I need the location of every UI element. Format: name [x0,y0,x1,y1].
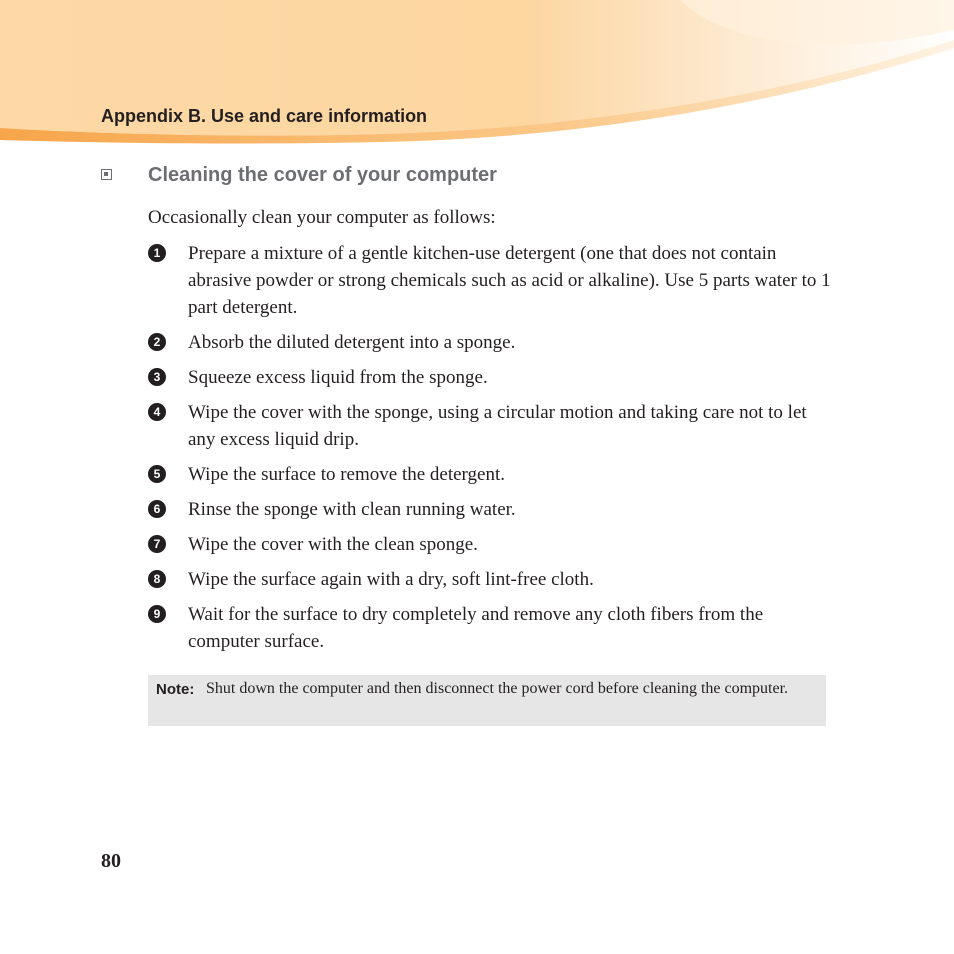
step-text: Squeeze excess liquid from the sponge. [188,367,488,388]
page-number: 80 [101,850,121,872]
step-number-7-icon: 7 [148,535,166,553]
step-item [148,329,838,356]
step-text: Wait for the surface to dry completely and remove any cloth fibers from the computer surface. [188,604,764,652]
step-text: Wipe the cover with the clean sponge. [188,534,478,555]
section-title: Cleaning the cover of your computer [148,164,497,186]
step-item [148,364,838,391]
step-number-8-icon: 8 [148,570,166,588]
step-item [148,399,838,453]
step-text: Absorb the diluted detergent into a sponge. [188,332,516,353]
note-text: Shut down the computer and then disconnect the power cord before cleaning the computer. [206,680,789,697]
step-text: Wipe the surface again with a dry, soft lint-free cloth. [188,569,594,590]
running-header: Appendix B. Use and care information [101,106,428,126]
step-item [148,601,838,655]
step-item [148,496,838,523]
intro-text: Occasionally clean your computer as follows: [148,207,496,228]
steps-list [148,240,838,663]
step-item [148,531,838,558]
step-number-2-icon: 2 [148,333,166,351]
step-number-5-icon: 5 [148,465,166,483]
step-text: Wipe the cover with the sponge, using a circular motion and taking care not to let any excess liquid drip. [188,402,807,450]
step-item [148,461,838,488]
step-text: Prepare a mixture of a gentle kitchen-use detergent (one that does not contain abrasive powder or strong chemicals such as acid or alkaline). Use 5 parts water to 1 part detergent. [188,243,831,318]
note-label: Note: [156,681,195,698]
step-item [148,566,838,593]
step-text: Wipe the surface to remove the detergent. [188,464,505,485]
step-number-4-icon: 4 [148,403,166,421]
step-number-1-icon: 1 [148,244,166,262]
step-text: Rinse the sponge with clean running water. [188,499,516,520]
step-number-3-icon: 3 [148,368,166,386]
note-box [148,675,826,726]
step-number-9-icon: 9 [148,605,166,623]
step-item [148,240,838,321]
section-bullet-icon [101,169,112,180]
header-banner [0,0,954,150]
step-number-6-icon: 6 [148,500,166,518]
